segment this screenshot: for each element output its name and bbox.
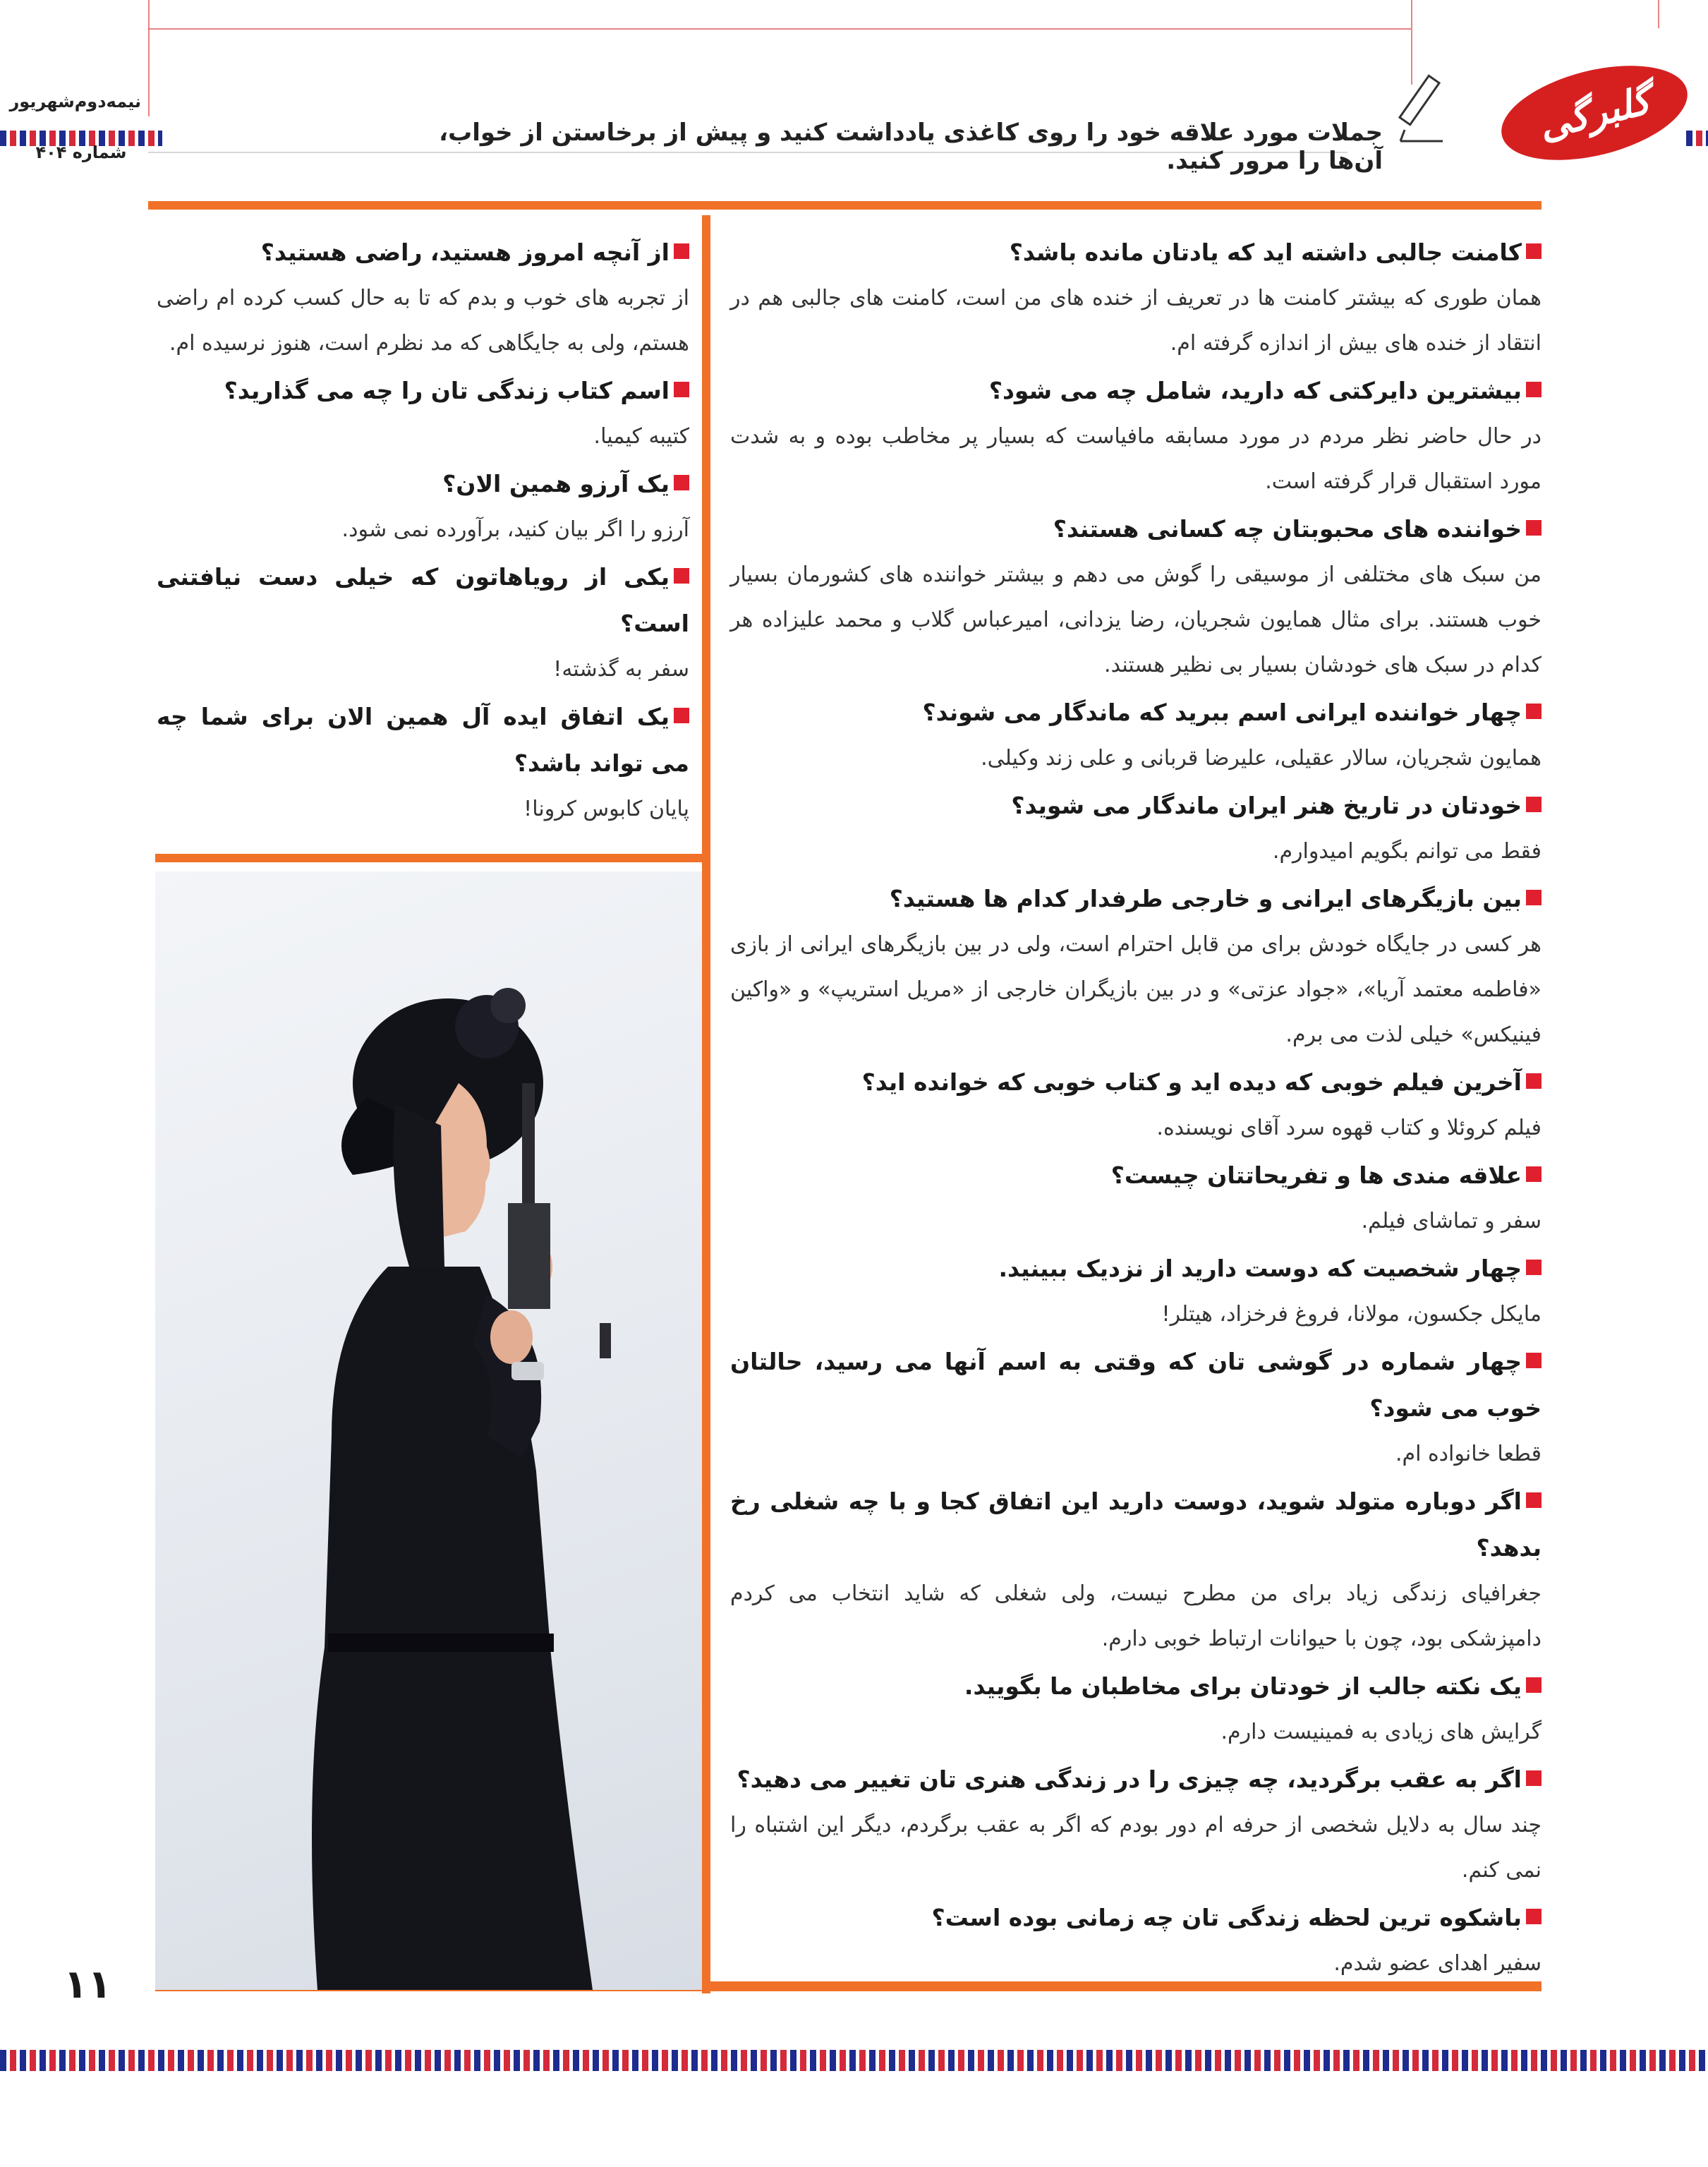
question: چهار خواننده ایرانی اسم ببرید که ماندگار می شوند؟ [730, 689, 1542, 736]
answer: من سبک های مختلفی از موسیقی را گوش می دهم و بیشتر خواننده های کشورمان بسیار خوب هستند. برای مثال همایون شجریان، رضا یزدانی، امیرعباس گلاب و محمد علیزاده هر کدام در سبک های خودشان بسیار بی نظیر هستند. [730, 562, 1542, 677]
question: چهار شماره در گوشی تان که وقتی به اسم آنها می رسید، حالتان خوب می شود؟ [730, 1348, 1542, 1422]
question: آخرین فیلم خوبی که دیده اید و کتاب خوبی که خوانده اید؟ [730, 1059, 1542, 1106]
question: خواننده های محبوبتان چه کسانی هستند؟ [730, 506, 1542, 553]
bullet-square-icon [1526, 382, 1542, 397]
answer: قطعا خانواده ام. [1395, 1442, 1542, 1466]
column-divider [702, 215, 710, 1993]
qa-item [730, 1339, 1542, 1477]
header-tagline: جملات مورد علاقه خود را روی کاغذی یادداشت کنید و پیش از برخاستن از خواب، آن‌ها را مرور کنید. [439, 119, 1383, 175]
bullet-square-icon [1526, 1770, 1542, 1786]
answer: سفر و تماشای فیلم. [1361, 1209, 1542, 1233]
answer: گرایش های زیادی به فمینیست دارم. [1221, 1720, 1542, 1744]
bullet-square-icon [1526, 890, 1542, 905]
answer: جغرافیای زندگی زیاد برای من مطرح نیست، ولی شغلی که شاید انتخاب می کردم دامپزشکی بود، چون با حیوانات ارتباط خوبی دارم. [730, 1581, 1542, 1651]
answer: فیلم کروئلا و کتاب قهوه سرد آقای نویسنده. [1156, 1116, 1542, 1140]
answer: همایون شجریان، سالار عقیلی، علیرضا قربانی و علی زند وکیلی. [981, 746, 1542, 771]
footer-stripe [0, 2050, 1708, 2071]
answer: در حال حاضر نظر مردم در مورد مسابقه مافیاست که بسیار پر مخاطب بوده و به شدت مورد استقبال قرار گرفته است. [730, 424, 1542, 494]
bullet-square-icon [674, 243, 689, 259]
bullet-square-icon [674, 382, 689, 397]
left-column-rule [155, 854, 705, 862]
bullet-square-icon [1526, 1909, 1542, 1924]
question: یک اتفاق ایده آل همین الان برای شما چه می تواند باشد؟ [157, 703, 689, 777]
portrait-photo [155, 871, 702, 1990]
question: باشکوه ترین لحظه زندگی تان چه زمانی بوده است؟ [730, 1895, 1542, 1941]
crop-line [1658, 0, 1659, 28]
pencil-icon [1386, 71, 1450, 148]
right-column [730, 229, 1542, 1988]
qa-item [730, 1895, 1542, 1986]
qa-item [730, 229, 1542, 366]
qa-item [157, 554, 689, 692]
question: اگر دوباره متولد شوید، دوست دارید این اتفاق کجا و با چه شغلی رخ بدهد؟ [730, 1487, 1542, 1562]
qa-item [730, 1245, 1542, 1337]
issue-date: نیمه‌دوم‌شهریور [9, 92, 141, 111]
question: خودتان در تاریخ هنر ایران ماندگار می شوید؟ [730, 783, 1542, 829]
issue-info [9, 92, 141, 162]
qa-item [730, 1663, 1542, 1755]
question: یک نکته جالب از خودتان برای مخاطبان ما بگویید. [730, 1663, 1542, 1710]
bullet-square-icon [1526, 1073, 1542, 1089]
answer: کتیبه کیمیا. [593, 424, 689, 449]
logo-text: گلبرگی [1534, 77, 1655, 149]
question: اسم کتاب زندگی تان را چه می گذارید؟ [157, 368, 689, 414]
question: چهار شخصیت که دوست دارید از نزدیک ببینید. [730, 1245, 1542, 1292]
answer: همان طوری که بیشتر کامنت ها در تعریف از خنده های من است، کامنت های جالبی هم در انتقاد از خنده های بیش از اندازه گرفته ام. [730, 286, 1542, 356]
bullet-square-icon [1526, 1677, 1542, 1693]
question: علاقه مندی ها و تفریحاتتان چیست؟ [730, 1152, 1542, 1199]
answer: آرزو را اگر بیان کنید، برآورده نمی شود. [341, 517, 689, 542]
bullet-square-icon [1526, 1492, 1542, 1508]
qa-item [730, 1478, 1542, 1662]
answer: هر کسی در جایگاه خودش برای من قابل احترام است، ولی در بین بازیگرهای ایرانی از بازی «فاطمه معتمد آریا»، «جواد عزتی» و در بین بازیگران خارجی از «مریل استریپ» و «واکین فینیکس» خیلی لذت می برم. [730, 932, 1542, 1047]
bullet-square-icon [674, 475, 689, 490]
answer: پایان کابوس کرونا! [523, 797, 689, 821]
bullet-square-icon [1526, 1166, 1542, 1182]
question: بین بازیگرهای ایرانی و خارجی طرفدار کدام ها هستید؟ [730, 876, 1542, 922]
left-column [157, 229, 689, 833]
question: یک آرزو همین الان؟ [157, 461, 689, 507]
qa-item [730, 1756, 1542, 1893]
bullet-square-icon [674, 568, 689, 584]
qa-item [730, 783, 1542, 874]
crop-line [148, 28, 1411, 30]
qa-item [730, 506, 1542, 688]
bullet-square-icon [674, 708, 689, 723]
bullet-square-icon [1526, 1353, 1542, 1368]
question: یکی از رویاهاتون که خیلی دست نیافتنی است؟ [157, 563, 689, 637]
issue-number: شماره ۴۰۴ [35, 143, 127, 162]
qa-item [730, 689, 1542, 781]
qa-item [157, 229, 689, 366]
question: اگر به عقب برگردید، چه چیزی را در زندگی هنری تان تغییر می دهید؟ [730, 1756, 1542, 1803]
crop-line [148, 0, 150, 116]
portrait-illustration [155, 871, 702, 1990]
magazine-logo [1491, 49, 1697, 177]
answer: سفیر اهدای عضو شدم. [1333, 1951, 1542, 1976]
answer: فقط می توانم بگویم امیدوارم. [1272, 839, 1542, 864]
answer: از تجربه های خوب و بدم که تا به حال کسب کرده ام راضی هستم، ولی به جایگاهی که مد نظرم است، هنوز نرسیده ام. [157, 286, 689, 356]
qa-item [730, 368, 1542, 505]
qa-item [730, 876, 1542, 1058]
qa-item [157, 368, 689, 459]
question: از آنچه امروز هستید، راضی هستید؟ [157, 229, 689, 276]
bullet-square-icon [1526, 704, 1542, 719]
qa-item [157, 694, 689, 832]
question: بیشترین دایرکتی که دارید، شامل چه می شود؟ [730, 368, 1542, 414]
qa-item [730, 1059, 1542, 1151]
answer: سفر به گذشته! [553, 657, 689, 682]
bullet-square-icon [1526, 243, 1542, 259]
page-number: ۱۱ [63, 1962, 112, 2008]
answer: مایکل جکسون، مولانا، فروغ فرخزاد، هیتلر! [1161, 1302, 1542, 1327]
qa-item [157, 461, 689, 553]
answer: چند سال به دلایل شخصی از حرفه ام دور بودم که اگر به عقب برگردم، دیگر این اشتباه را نمی کنم. [730, 1813, 1542, 1883]
top-orange-rule [148, 201, 1542, 210]
header-stripe-right [1686, 131, 1708, 146]
qa-item [730, 1152, 1542, 1244]
bullet-square-icon [1526, 520, 1542, 536]
bullet-square-icon [1526, 1260, 1542, 1275]
bullet-square-icon [1526, 797, 1542, 812]
question: کامنت جالبی داشته اید که یادتان مانده باشد؟ [730, 229, 1542, 276]
